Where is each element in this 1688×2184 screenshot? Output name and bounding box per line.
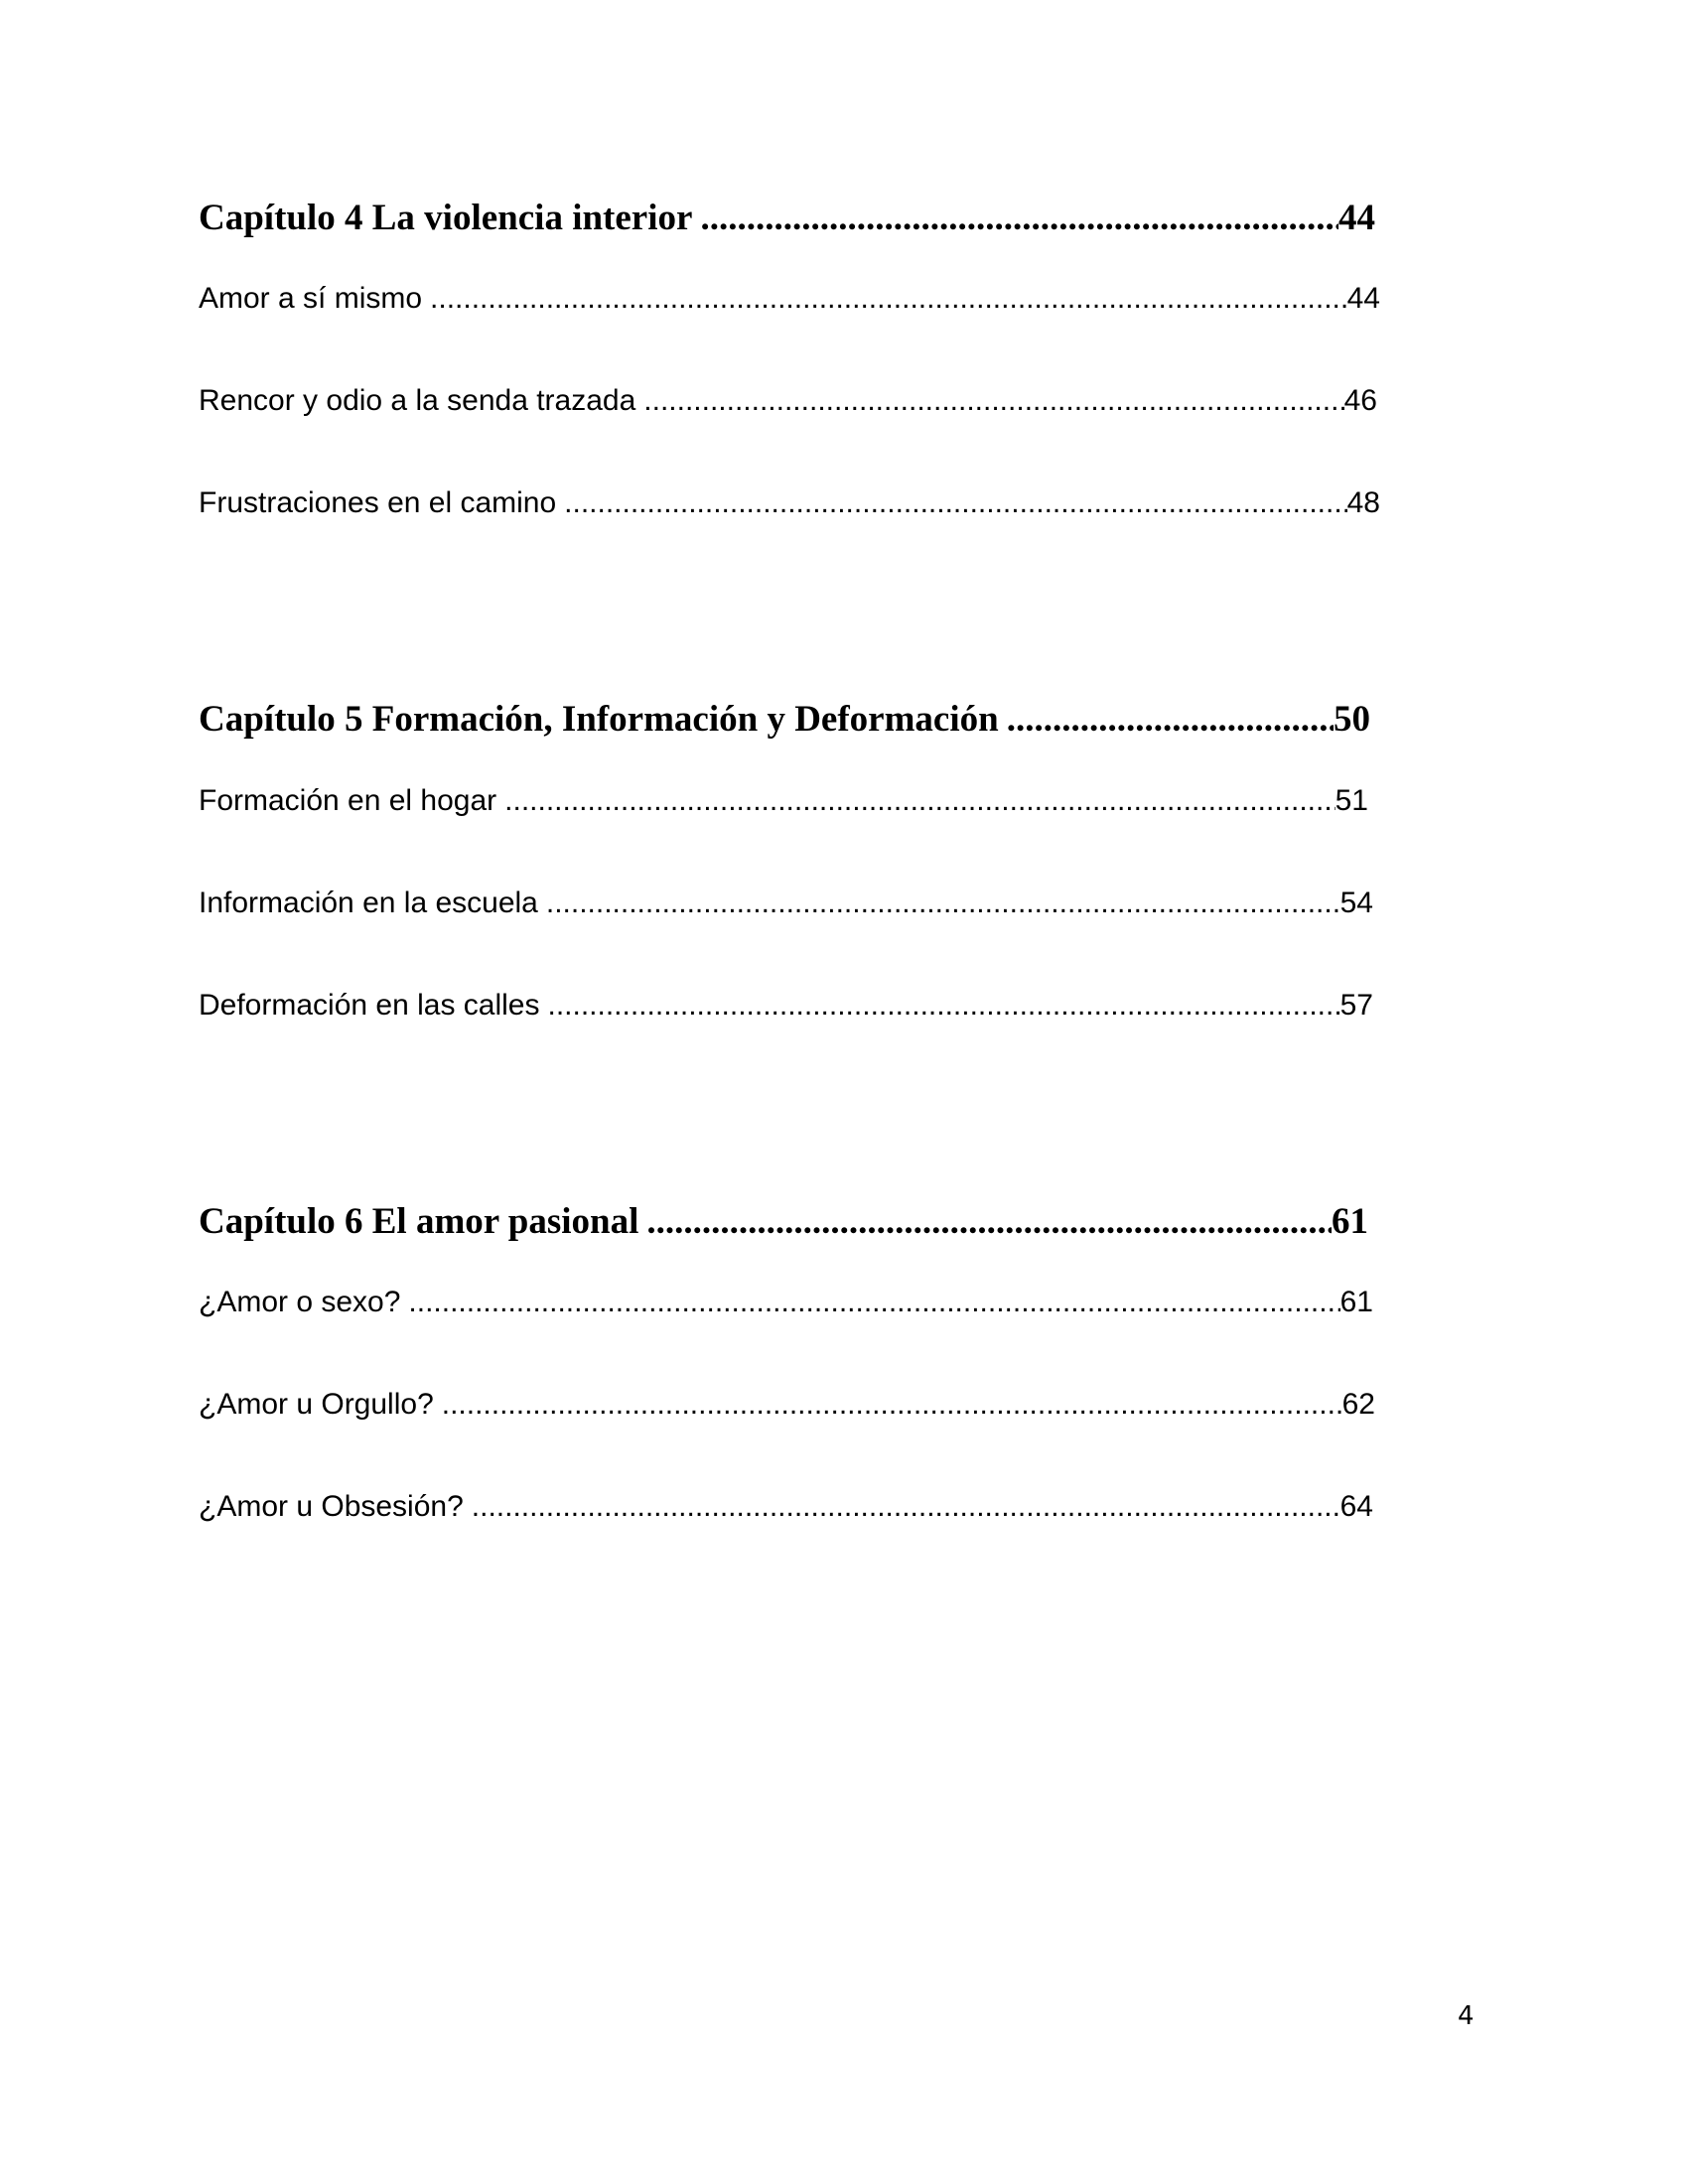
toc-page-number: 48 bbox=[1346, 486, 1380, 519]
toc-chapter-6 bbox=[199, 1197, 1368, 1247]
toc-section bbox=[199, 380, 1377, 422]
toc-section bbox=[199, 278, 1380, 320]
toc-leader-dots bbox=[538, 883, 1340, 924]
toc-chapter-4 bbox=[199, 194, 1375, 243]
toc-section bbox=[199, 780, 1368, 822]
toc-section-title: Información en la escuela bbox=[199, 887, 538, 919]
toc-leader-dots bbox=[496, 780, 1335, 822]
toc-section bbox=[199, 883, 1373, 924]
toc-section bbox=[199, 1486, 1373, 1528]
toc-section-title: ¿Amor o sexo? bbox=[199, 1286, 401, 1318]
toc-page-number: 46 bbox=[1343, 384, 1377, 417]
toc-leader-dots bbox=[400, 1282, 1339, 1323]
page-number: 4 bbox=[1458, 2001, 1475, 2031]
toc-page-number: 57 bbox=[1339, 989, 1373, 1022]
toc-page-number: 61 bbox=[1339, 1286, 1373, 1318]
toc-leader-dots bbox=[434, 1384, 1342, 1426]
toc-leader-dots bbox=[999, 695, 1334, 745]
toc-leader-dots bbox=[556, 482, 1346, 524]
toc-leader-dots bbox=[635, 380, 1343, 422]
toc-section-title: Amor a sí mismo bbox=[199, 282, 423, 315]
toc-page-number: 64 bbox=[1339, 1490, 1373, 1523]
toc-page-number: 62 bbox=[1341, 1388, 1375, 1421]
toc-section-title: Deformación en las calles bbox=[199, 989, 540, 1022]
toc-section-title: ¿Amor u Obsesión? bbox=[199, 1490, 464, 1523]
toc-page-number: 44 bbox=[1346, 282, 1380, 315]
toc-chapter-5 bbox=[199, 695, 1370, 745]
toc-chapter-title: Capítulo 4 La violencia interior bbox=[199, 198, 693, 238]
toc-page-number: 54 bbox=[1339, 887, 1373, 919]
toc-leader-dots bbox=[422, 278, 1347, 320]
toc-leader-dots bbox=[540, 985, 1340, 1026]
toc-page-number: 50 bbox=[1334, 699, 1370, 740]
toc-section-title: Rencor y odio a la senda trazada bbox=[199, 384, 636, 417]
toc-leader-dots bbox=[464, 1486, 1340, 1528]
toc-chapter-title: Capítulo 6 El amor pasional bbox=[199, 1201, 639, 1242]
toc-page-number: 51 bbox=[1335, 784, 1368, 817]
toc-section-title: Formación en el hogar bbox=[199, 784, 497, 817]
toc-page-number: 61 bbox=[1332, 1201, 1368, 1242]
toc-chapter-title: Capítulo 5 Formación, Información y Deformación bbox=[199, 699, 999, 740]
toc-leader-dots bbox=[638, 1197, 1332, 1247]
toc-section bbox=[199, 985, 1373, 1026]
toc-leader-dots bbox=[692, 194, 1338, 243]
toc-section-title: Frustraciones en el camino bbox=[199, 486, 557, 519]
toc-section bbox=[199, 1282, 1373, 1323]
toc-section bbox=[199, 1384, 1375, 1426]
toc-page-number: 44 bbox=[1338, 198, 1375, 238]
toc-section-title: ¿Amor u Orgullo? bbox=[199, 1388, 434, 1421]
toc-section bbox=[199, 482, 1380, 524]
